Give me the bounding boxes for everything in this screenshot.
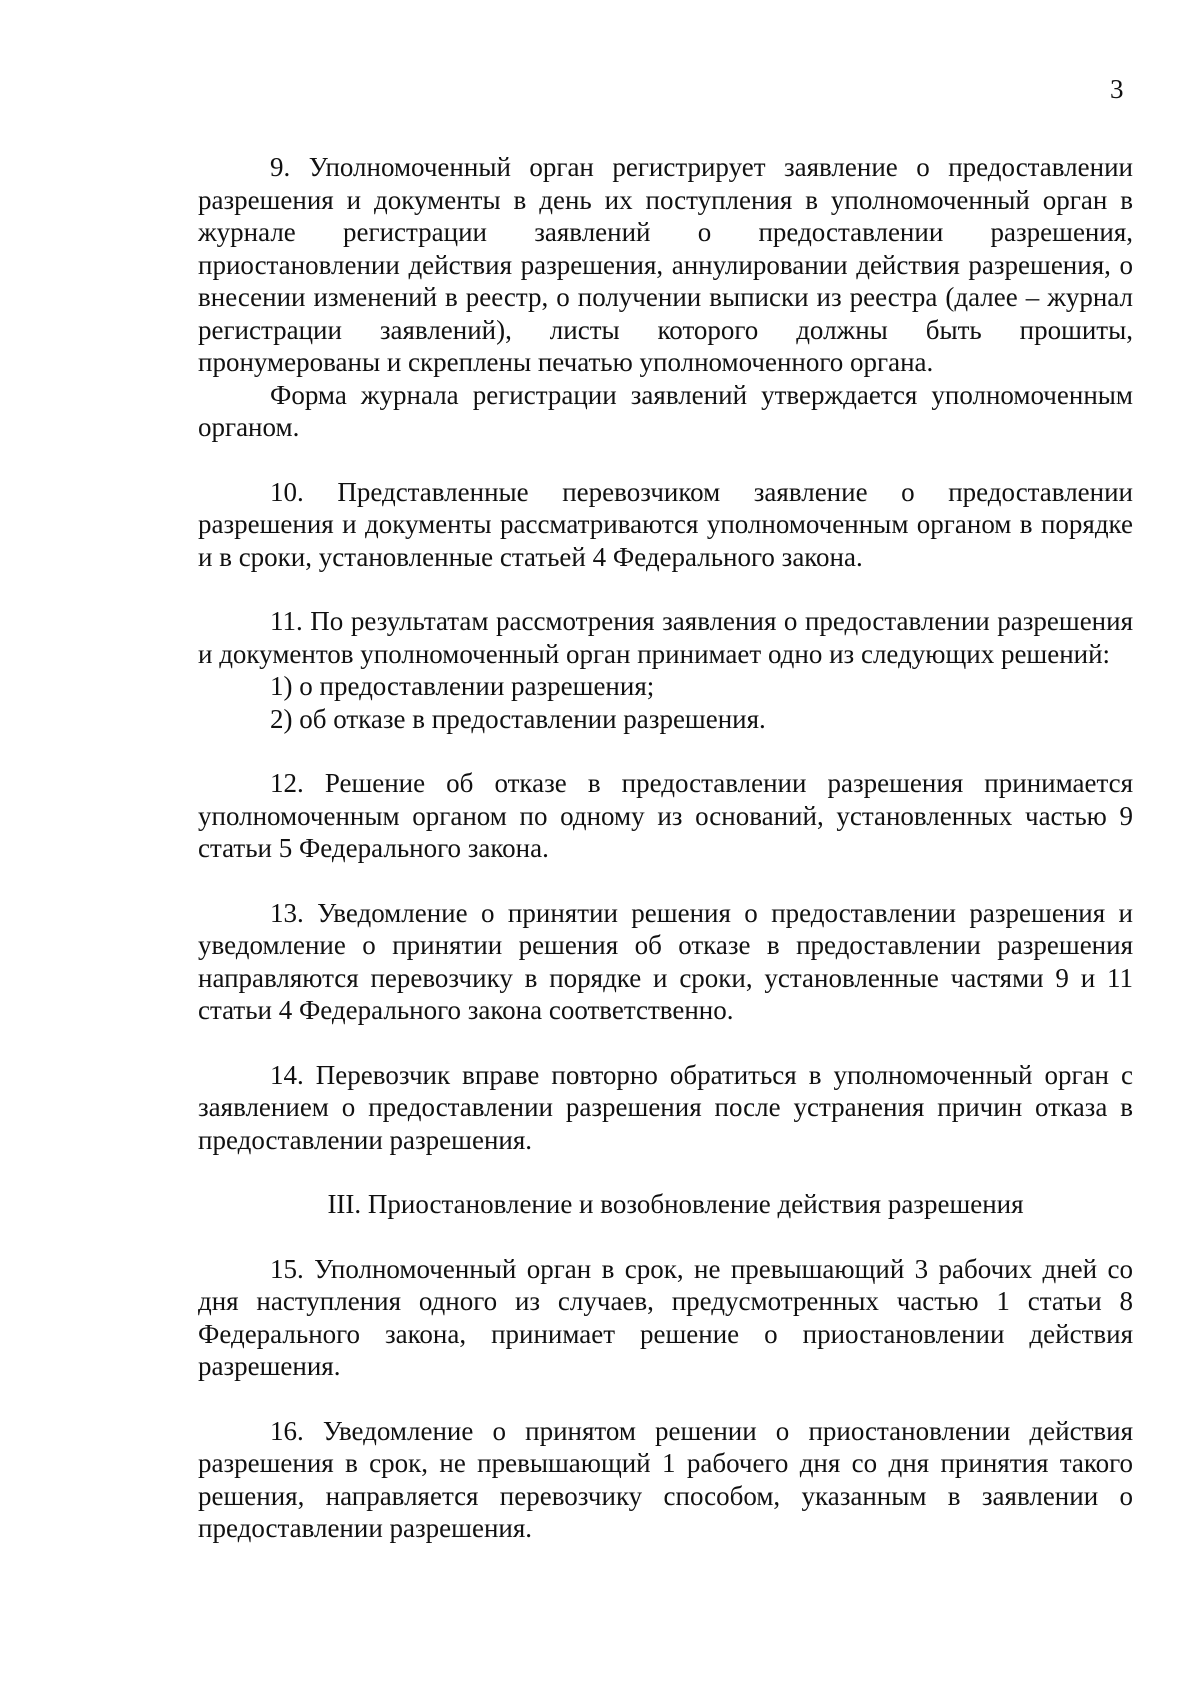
paragraph-11: 11. По результатам рассмотрения заявления о предоставлении разрешения и документов уполномоченный орган принимает одно из следующих решений: bbox=[198, 606, 1133, 669]
spacer bbox=[198, 573, 1133, 605]
paragraph-13: 13. Уведомление о принятии решения о предоставлении разрешения и уведомление о принятии решения об отказе в предоставлении разрешения направляются перевозчику в порядке и сроки, установленные частями 9 и 11 статьи 4 Федерального закона соответственно. bbox=[198, 897, 1133, 1025]
paragraph-16: 16. Уведомление о принятом решении о приостановлении действия разрешения в срок, не превышающий 1 рабочего дня со дня принятия такого решения, направляется перевозчику способом, указанным в заявлении о предоставлении разрешения. bbox=[198, 1415, 1133, 1543]
spacer bbox=[198, 444, 1133, 476]
paragraph-9: 9. Уполномоченный орган регистрирует заявление о предоставлении разрешения и документы в день их поступления в уполномоченный орган в журнале регистрации заявлений о предоставлении разрешения, приостановлении действия разрешения, аннулировании действия разрешения, о внесении изменений в реестр, о получении выписки из реестра (далее – журнал регистрации заявлений), листы которого должны быть прошиты, пронумерованы и скреплены печатью уполномоченного органа. bbox=[198, 152, 1133, 377]
spacer bbox=[198, 735, 1133, 767]
paragraph-9-form: Форма журнала регистрации заявлений утверждается уполномоченным органом. bbox=[198, 379, 1133, 442]
paragraph-11-item-2: 2) об отказе в предоставлении разрешения. bbox=[270, 703, 766, 734]
spacer bbox=[198, 1027, 1133, 1059]
paragraph-10: 10. Представленные перевозчиком заявление о предоставлении разрешения и документы рассматриваются уполномоченным органом в порядке и в сроки, установленные статьей 4 Федерального закона. bbox=[198, 476, 1133, 572]
paragraph-14: 14. Перевозчик вправе повторно обратиться в уполномоченный орган с заявлением о предоставлении разрешения после устранения причин отказа в предоставлении разрешения. bbox=[198, 1059, 1133, 1155]
spacer bbox=[198, 1221, 1133, 1253]
paragraph-12: 12. Решение об отказе в предоставлении разрешения принимается уполномоченным органом по одному из оснований, установленных частью 9 статьи 5 Федерального закона. bbox=[198, 768, 1133, 863]
page-number: 3 bbox=[1110, 74, 1124, 104]
spacer bbox=[198, 1156, 1133, 1188]
spacer bbox=[198, 865, 1133, 897]
section-heading: III. Приостановление и возобновление действия разрешения bbox=[327, 1189, 1024, 1219]
paragraph-15: 15. Уполномоченный орган в срок, не превышающий 3 рабочих дней со дня наступления одного из случаев, предусмотренных частью 1 статьи 8 Федерального закона, принимает решение о приостановлении действия разрешения. bbox=[198, 1253, 1133, 1381]
spacer bbox=[198, 1383, 1133, 1415]
document-body bbox=[198, 151, 1133, 1545]
paragraph-11-item-1: 1) о предоставлении разрешения; bbox=[270, 671, 655, 701]
